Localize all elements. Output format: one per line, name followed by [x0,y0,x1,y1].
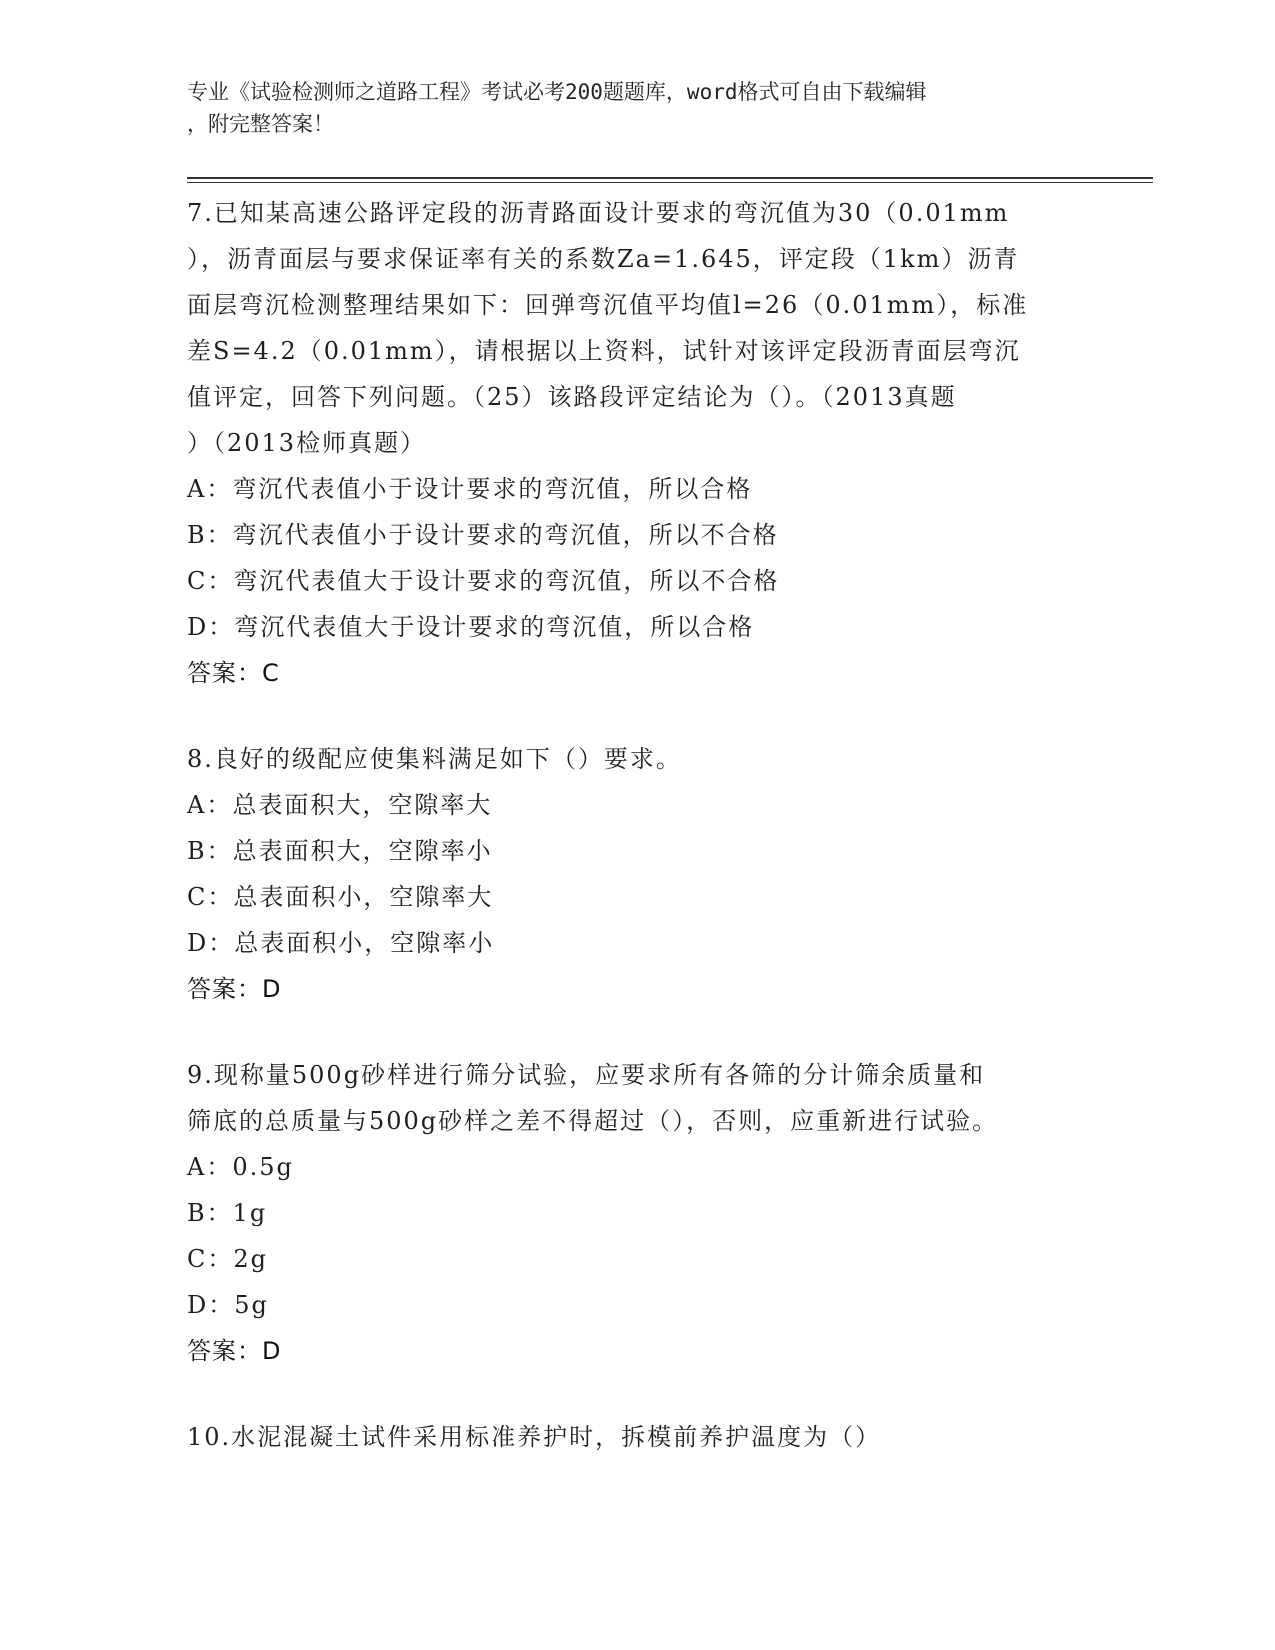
question-7 [187,190,1087,696]
answer-label: 答案：D [187,975,282,1003]
question-spacer [187,696,1087,736]
option-d: D：弯沉代表值大于设计要求的弯沉值，所以合格 [187,613,755,641]
question-text-line: 值评定，回答下列问题。（25）该路段评定结论为（）。（2013真题 [187,383,957,411]
document-header [187,76,1067,140]
option-a: A：总表面积大，空隙率大 [187,791,493,819]
question-spacer [187,1374,1087,1414]
option-b: B：弯沉代表值小于设计要求的弯沉值，所以不合格 [187,521,779,549]
question-text-line: 8.良好的级配应使集料满足如下（）要求。 [187,745,682,773]
question-text-line: ），沥青面层与要求保证率有关的系数Za=1.645，评定段（1km）沥青 [187,245,1020,273]
question-text-line: 7.已知某高速公路评定段的沥青路面设计要求的弯沉值为30（0.01mm [187,199,1010,227]
option-a: A：0.5g [187,1153,294,1181]
answer-label: 答案：D [187,1337,282,1365]
question-text-line: 9.现称量500g砂样进行筛分试验，应要求所有各筛的分计筛余质量和 [187,1061,986,1089]
question-text-line: 差S=4.2（0.01mm），请根据以上资料，试针对该评定段沥青面层弯沉 [187,337,1021,365]
question-text-line: 筛底的总质量与500g砂样之差不得超过（），否则，应重新进行试验。 [187,1107,999,1135]
header-divider-thin [187,182,1153,183]
question-list [187,190,1087,1460]
header-line-1: 专业《试验检测师之道路工程》考试必考200题题库，word格式可自由下载编辑 [187,80,927,104]
answer-label: 答案：C [187,659,280,687]
header-divider-thick [187,177,1153,179]
option-b: B：总表面积大，空隙率小 [187,837,493,865]
option-c: C：弯沉代表值大于设计要求的弯沉值，所以不合格 [187,567,780,595]
option-d: D：总表面积小，空隙率小 [187,929,495,957]
option-b: B：1g [187,1199,268,1227]
question-9 [187,1052,1087,1374]
option-a: A：弯沉代表值小于设计要求的弯沉值，所以合格 [187,475,753,503]
option-d: D：5g [187,1291,269,1319]
option-c: C：2g [187,1245,268,1273]
question-10 [187,1414,1087,1460]
question-text-line: 10.水泥混凝土试件采用标准养护时，拆模前养护温度为（） [187,1423,882,1451]
question-text-line: 面层弯沉检测整理结果如下：回弹弯沉值平均值l=26（0.01mm），标准 [187,291,1029,319]
question-text-line: ）（2013检师真题） [187,429,427,457]
question-spacer [187,1012,1087,1052]
header-line-2: ，附完整答案！ [187,112,334,136]
option-c: C：总表面积小，空隙率大 [187,883,494,911]
question-8 [187,736,1087,1012]
